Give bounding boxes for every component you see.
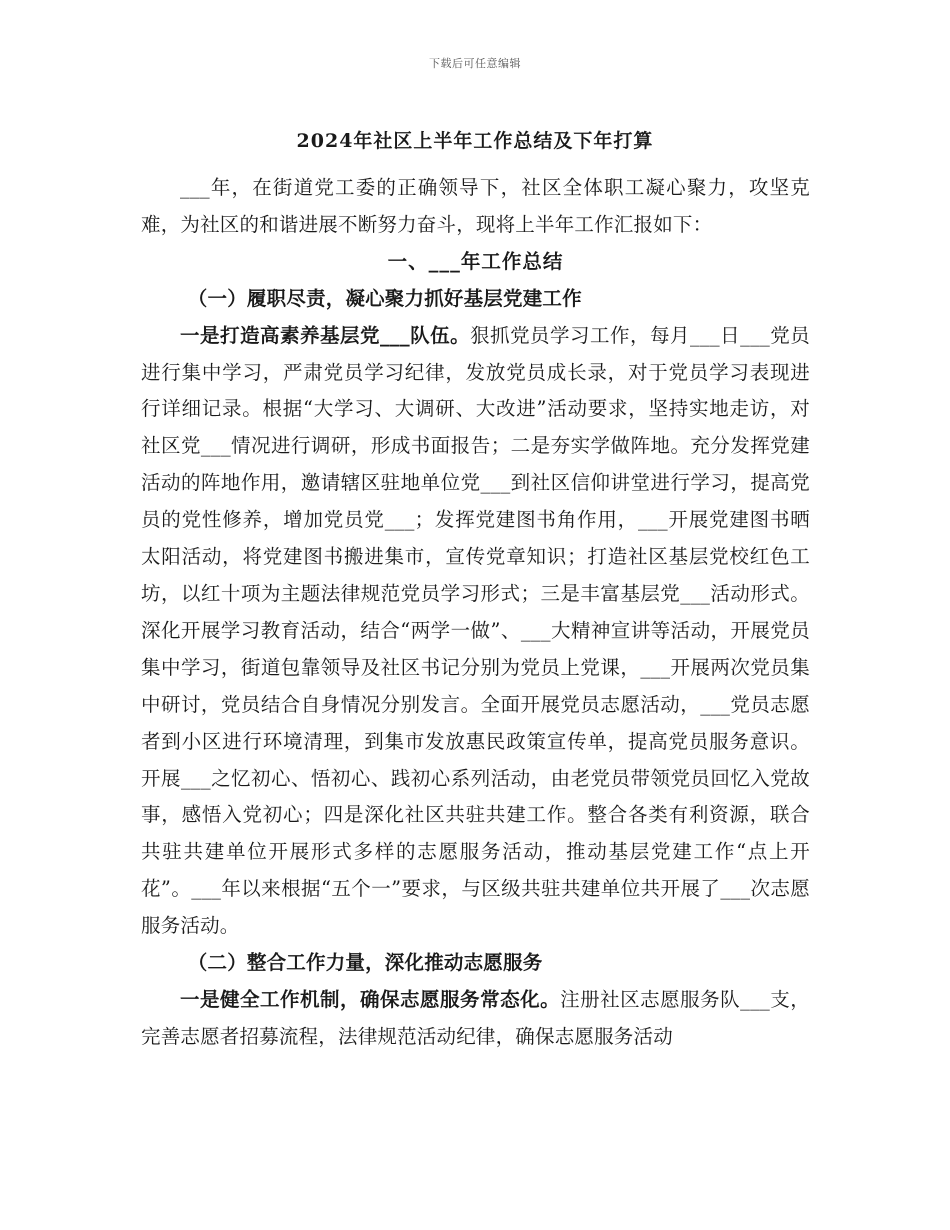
paragraph-body: 注册社区志愿服务队___支，完善志愿者招募流程，法律规范活动纪律，确保志愿服务活动: [141, 987, 810, 1048]
paragraph-lead: 一是健全工作机制，确保志愿服务常态化。: [180, 987, 561, 1011]
document-body: [141, 170, 810, 1056]
subsection-heading: （二）整合工作力量，深化推动志愿服务: [187, 951, 543, 975]
paragraph-body: 狠抓党员学习工作，每月___日___党员进行集中学习，严肃党员学习纪律，发放党员成长录，对于党员学习表现进行详细记录。根据“大学习、大调研、大改进”活动要求，坚持实地走访，对社区党___情况进行调研，形成书面报告；二是夯实学做阵地。充分发挥党建活动的阵地作用，邀请辖区驻地单位党___到社区信仰讲堂进行学习，提高党员的党性修养，增加党员党___；发挥党建图书角作用，___开展党建图书晒太阳活动，将党建图书搬进集市，宣传党章知识；打造社区基层党校红色工坊，以红十项为主题法律规范党员学习形式；三是丰富基层党___活动形式。深化开展学习教育活动，结合“两学一做”、___大精神宣讲等活动，开展党员集中学习，街道包靠领导及社区书记分别为党员上党课，___开展两次党员集中研讨，党员结合自身情况分别发言。全面开展党员志愿活动，___党员志愿者到小区进行环境清理，到集市发放惠民政策宣传单，提高党员服务意识。开展___之忆初心、悟初心、践初心系列活动，由老党员带领党员回忆入党故事，感悟入党初心；四是深化社区共驻共建工作。整合各类有利资源，联合共驻共建单位开展形式多样的志愿服务活动，推动基层党建工作“点上开花”。___年以来根据“五个一”要求，与区级共驻共建单位共开展了___次志愿服务活动。: [141, 323, 810, 938]
paragraph: [141, 982, 810, 1056]
paragraph-lead: 一是打造高素养基层党___队伍。: [180, 323, 471, 347]
paragraph: [141, 318, 810, 945]
document-title: 2024年社区上半年工作总结及下年打算: [296, 130, 654, 152]
section-heading: 一、___年工作总结: [387, 249, 564, 273]
subsection-heading: （一）履职尽责，凝心聚力抓好基层党建工作: [187, 286, 582, 310]
header-note: 下载后可任意编辑: [429, 57, 521, 70]
intro-paragraph: ___年，在街道党工委的正确领导下，社区全体职工凝心聚力，攻坚克难，为社区的和谐进展不断努力奋斗，现将上半年工作汇报如下：: [141, 176, 810, 236]
